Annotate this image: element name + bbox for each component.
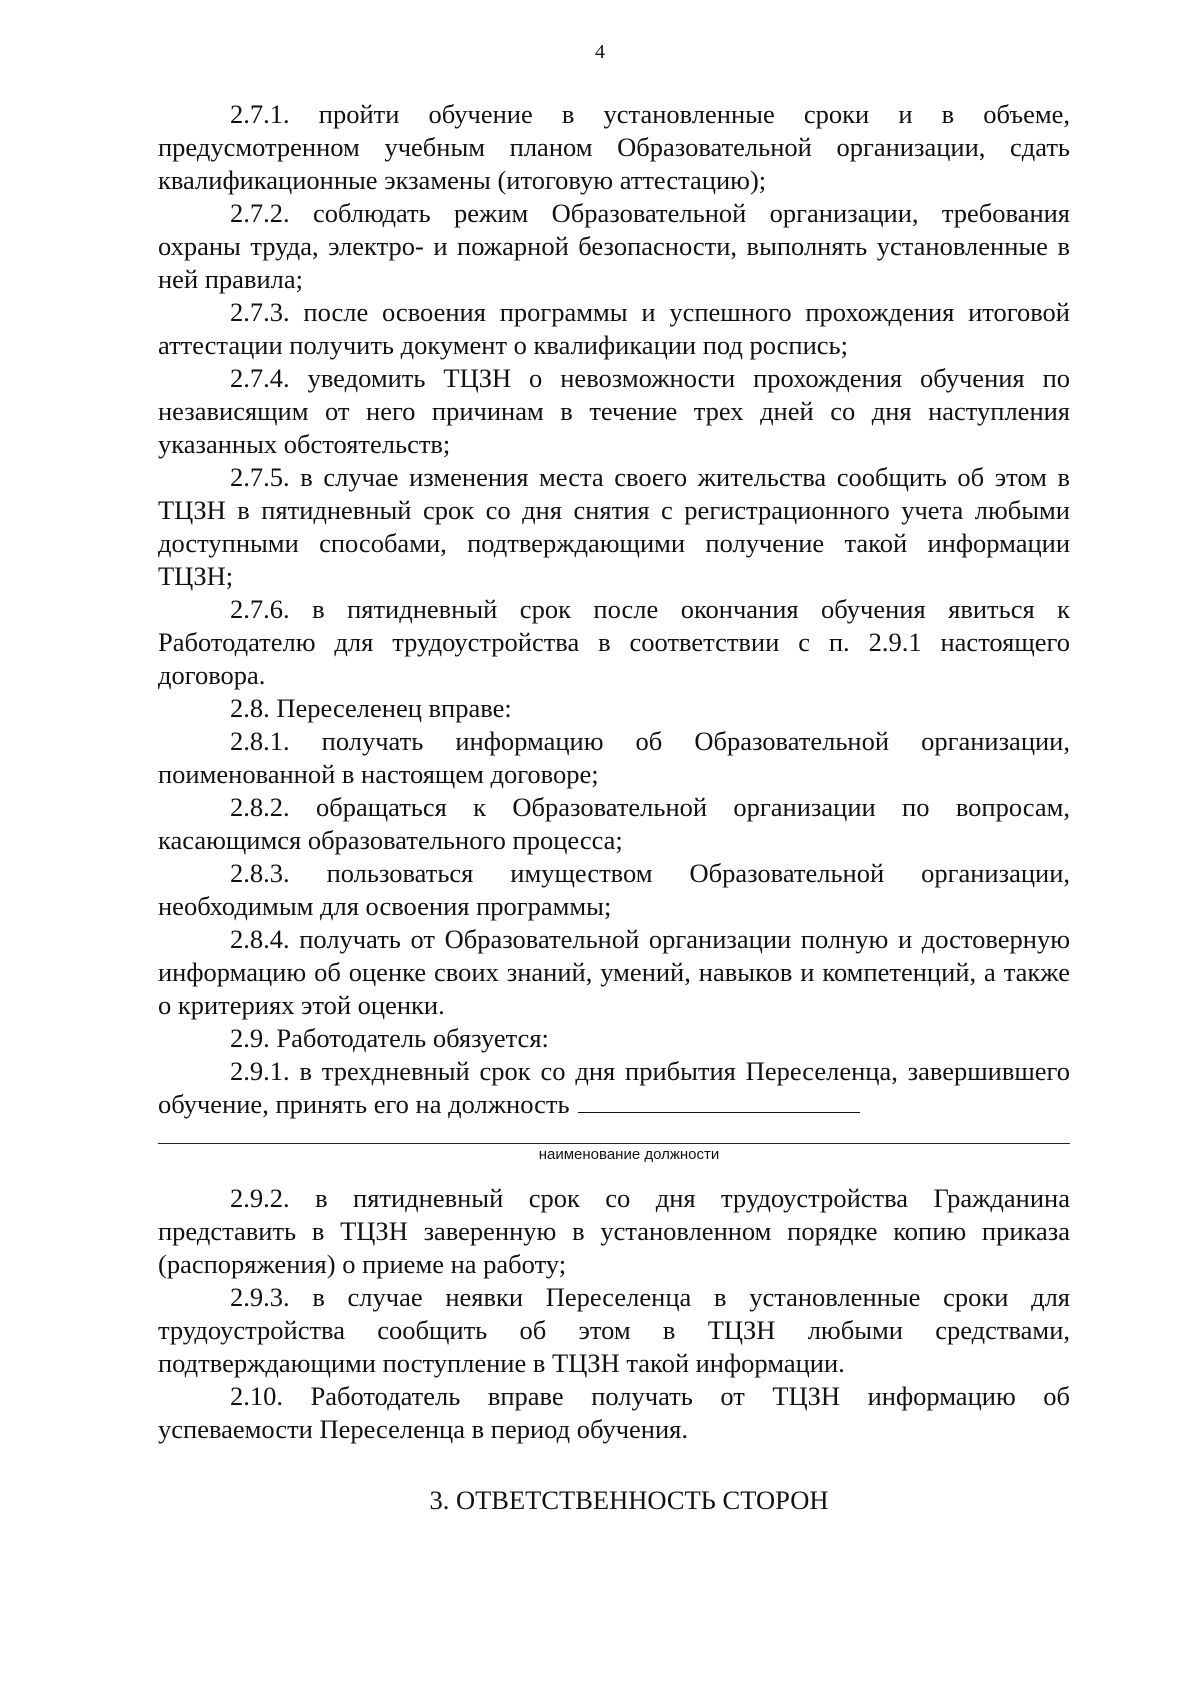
clause-2-8: 2.8. Переселенец вправе: bbox=[230, 693, 512, 723]
position-blank bbox=[578, 1090, 860, 1113]
clause-2-9-1 bbox=[158, 1055, 1070, 1121]
clause-2-9-3: 2.9.3. в случае неявки Переселенца в установленные сроки для трудоустройства сообщить об этом в ТЦЗН любыми средствами, подтверждающими поступление в ТЦЗН такой информации. bbox=[158, 1282, 1070, 1378]
section-heading: 3. ОТВЕТСТВЕННОСТЬ СТОРОН bbox=[429, 1485, 829, 1515]
page-number: 4 bbox=[595, 41, 605, 63]
clause-2-8-3: 2.8.3. пользоваться имуществом Образовательной организации, необходимым для освоения программы; bbox=[158, 858, 1070, 921]
position-caption: наименование должности bbox=[538, 1146, 720, 1163]
clause-2-10: 2.10. Работодатель вправе получать от ТЦЗН информацию об успеваемости Переселенца в период обучения. bbox=[158, 1381, 1070, 1444]
position-blank-line bbox=[158, 1143, 1070, 1144]
clause-2-9-1-text: 2.9.1. в трехдневный срок со дня прибытия Переселенца, завершившего обучение, принять его на должность bbox=[158, 1056, 1070, 1119]
clause-2-9: 2.9. Работодатель обязуется: bbox=[230, 1023, 549, 1053]
clause-2-8-2: 2.8.2. обращаться к Образовательной организации по вопросам, касающимся образовательного процесса; bbox=[158, 792, 1070, 855]
clause-2-8-4: 2.8.4. получать от Образовательной организации полную и достоверную информацию об оценке своих знаний, умений, навыков и компетенций, а также о критериях этой оценки. bbox=[158, 924, 1070, 1020]
clause-2-7-6: 2.7.6. в пятидневный срок после окончания обучения явиться к Работодателю для трудоустройства в соответствии с п. 2.9.1 настоящего договора. bbox=[158, 594, 1070, 690]
clause-2-9-2: 2.9.2. в пятидневный срок со дня трудоустройства Гражданина представить в ТЦЗН заверенную в установленном порядке копию приказа (распоряжения) о приеме на работу; bbox=[158, 1183, 1070, 1279]
clause-2-8-1: 2.8.1. получать информацию об Образовательной организации, поименованной в настоящем договоре; bbox=[158, 726, 1070, 789]
clause-2-7-4: 2.7.4. уведомить ТЦЗН о невозможности прохождения обучения по независящим от него причинам в течение трех дней со дня наступления указанных обстоятельств; bbox=[158, 363, 1070, 459]
clause-2-7-3: 2.7.3. после освоения программы и успешного прохождения итоговой аттестации получить документ о квалификации под роспись; bbox=[158, 297, 1070, 360]
clause-2-7-1: 2.7.1. пройти обучение в установленные сроки и в объеме, предусмотренном учебным планом Образовательной организации, сдать квалификационные экзамены (итоговую аттестацию); bbox=[158, 99, 1070, 195]
document-body bbox=[158, 98, 1070, 1517]
clause-2-7-2: 2.7.2. соблюдать режим Образовательной организации, требования охраны труда, электро- и пожарной безопасности, выполнять установленные в ней правила; bbox=[158, 198, 1070, 294]
clause-2-7-5: 2.7.5. в случае изменения места своего жительства сообщить об этом в ТЦЗН в пятидневный срок со дня снятия с регистрационного учета любыми доступными способами, подтверждающими получение такой информации ТЦЗН; bbox=[158, 462, 1070, 591]
